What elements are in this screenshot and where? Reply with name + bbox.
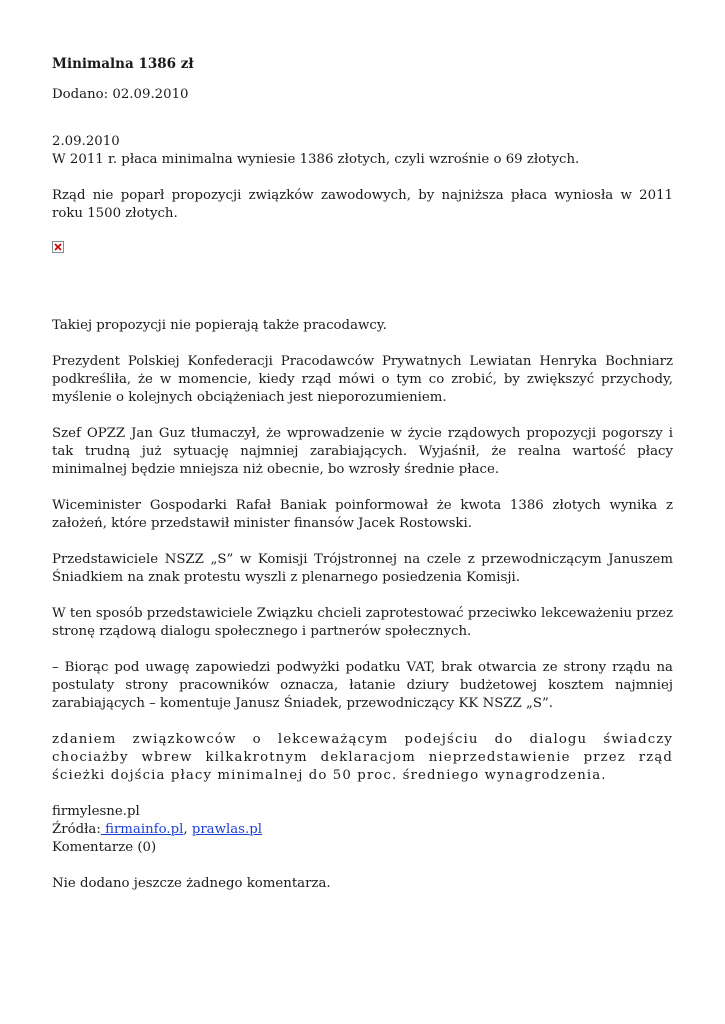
- article: [52, 55, 673, 893]
- paragraph-4: Szef OPZZ Jan Guz tłumaczył, że wprowadzenie w życie rządowych propozycji pogorszy i tak trudną już sytuację najmniej zarabiających. Wyjaśnił, że realna wartość płacy minimalnej będzie mniejsza niż obecnie, bo wzrosły średnie płace.: [52, 426, 673, 477]
- paragraph-5: Wiceminister Gospodarki Rafał Baniak poinformował że kwota 1386 złotych wynika z założeń, które przedstawił minister finansów Jacek Rostowski.: [52, 498, 673, 531]
- article-lead: W 2011 r. płaca minimalna wyniesie 1386 złotych, czyli wzrośnie o 69 złotych.: [52, 152, 580, 167]
- sources-line: [52, 821, 673, 839]
- sources-separator: ,: [183, 822, 192, 837]
- source-link-firmainfo[interactable]: firmainfo.pl: [100, 822, 184, 837]
- source-link-prawlas[interactable]: prawlas.pl: [191, 822, 262, 837]
- paragraph-6: Przedstawiciele NSZZ „S” w Komisji Trójstronnej na czele z przewodniczącym Januszem Śniadkiem na znak protestu wyszli z plenarnego posiedzenia Komisji.: [52, 552, 673, 585]
- paragraph-3: Prezydent Polskiej Konfederacji Pracodawców Prywatnych Lewiatan Henryka Bochniarz podkreśliła, że w momencie, kiedy rząd mówi o tym co zrobić, by zwiększyć przychody, myślenie o kolejnych obciążeniach jest nieporozumieniem.: [52, 354, 673, 405]
- comments-count: Komentarze (0): [52, 840, 157, 855]
- paragraph-1: Rząd nie poparł propozycji związków zawodowych, by najniższa płaca wyniosła w 2011 roku 1500 złotych.: [52, 188, 673, 221]
- broken-image-icon: [52, 241, 64, 253]
- article-date: 2.09.2010: [52, 134, 120, 149]
- added-date: Dodano: 02.09.2010: [52, 87, 189, 102]
- no-comments-message: Nie dodano jeszcze żadnego komentarza.: [52, 876, 331, 891]
- paragraph-2: Takiej propozycji nie popierają także pracodawcy.: [52, 318, 387, 333]
- article-title: Minimalna 1386 zł: [52, 56, 194, 72]
- paragraph-7: W ten sposób przedstawiciele Związku chcieli zaprotestować przeciwko lekceważeniu przez stronę rządową dialogu społecznego i partnerów społecznych.: [52, 606, 673, 639]
- sources-label: Źródła:: [52, 822, 101, 837]
- paragraph-9: zdaniem związkowców o lekceważącym podejściu do dialogu świadczy chociażby wbrew kilkakrotnym deklaracjom nieprzedstawienie przez rząd ścieżki dojścia płacy minimalnej do 50 proc. średniego wynagrodzenia.: [52, 732, 673, 783]
- image-placeholder: [52, 253, 673, 317]
- source-site: firmylesne.pl: [52, 804, 140, 819]
- paragraph-8: – Biorąc pod uwagę zapowiedzi podwyżki podatku VAT, brak otwarcia ze strony rządu na postulaty strony pracowników oznacza, łatanie dziury budżetowej kosztem najmniej zarabiających – komentuje Janusz Śniadek, przewodniczący KK NSZZ „S”.: [52, 660, 673, 711]
